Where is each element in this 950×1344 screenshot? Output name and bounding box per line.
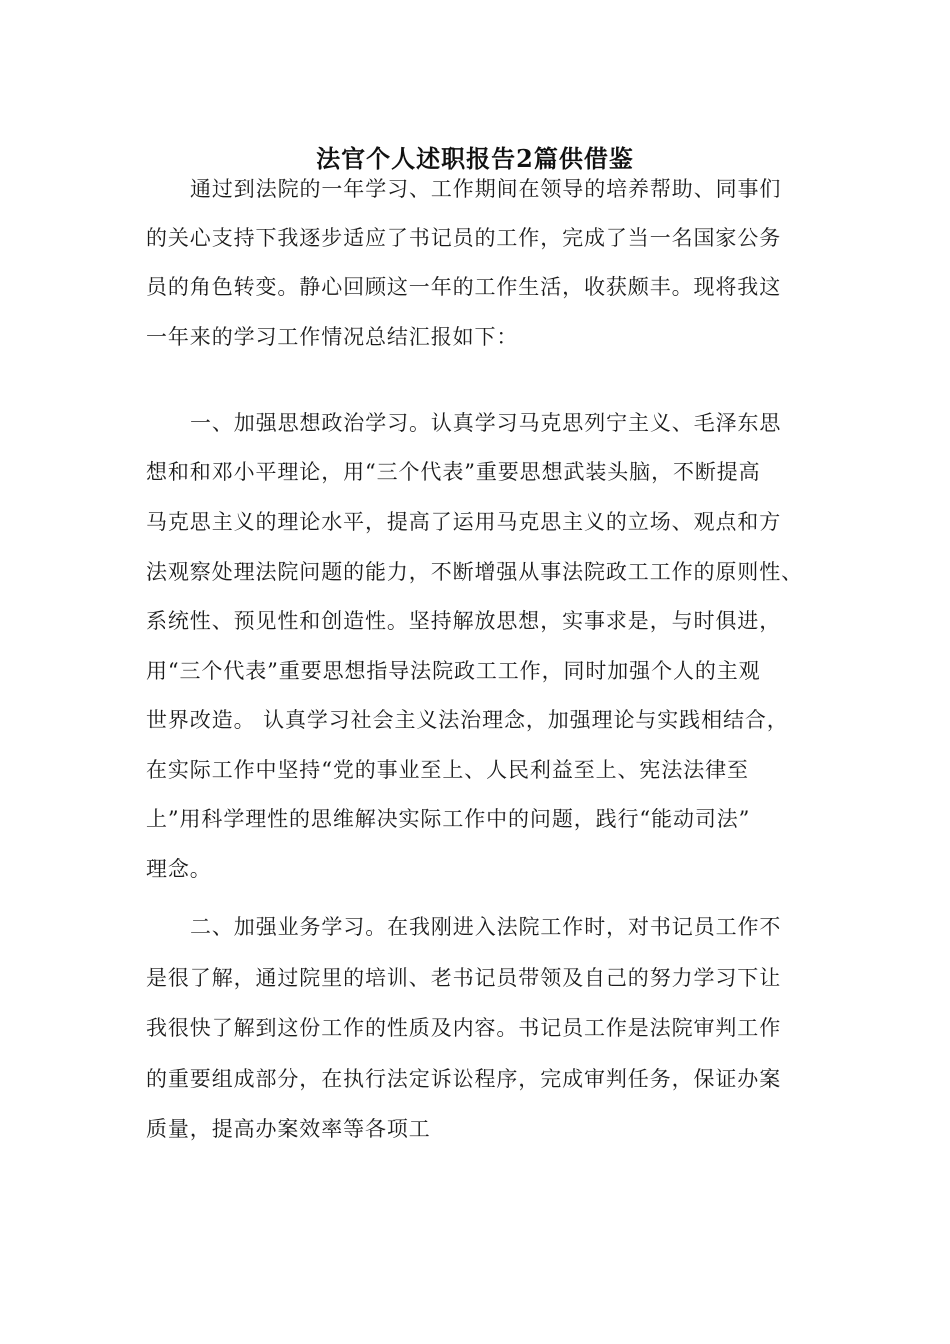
paragraph-line: 世界改造。 认真学习社会主义法治理念，加强理论与实践相结合， (146, 708, 789, 732)
paragraph-line: 通过到法院的一年学习、工作期间在领导的培养帮助、同事们 (190, 177, 782, 201)
paragraph-line: 想和和邓小平理论，用“三个代表”重要思想武装头脑，不断提高 (146, 460, 761, 484)
paragraph-line: 我很快了解到这份工作的性质及内容。书记员工作是法院审判工作 (146, 1016, 782, 1040)
paragraph-line: 法观察处理法院问题的能力，不断增强从事法院政工工作的原则性、 (146, 560, 803, 584)
paragraph-line: 一、加强思想政治学习。认真学习马克思列宁主义、毛泽东思 (190, 411, 782, 435)
paragraph-line: 用“三个代表”重要思想指导法院政工工作，同时加强个人的主观 (146, 659, 761, 683)
paragraph-line: 马克思主义的理论水平，提高了运用马克思主义的立场、观点和方 (146, 510, 782, 534)
paragraph-line: 在实际工作中坚持“党的事业至上、人民利益至上、宪法法律至 (146, 758, 749, 782)
document-title: 法官个人述职报告2篇供借鉴 (316, 144, 634, 173)
paragraph-line: 是很了解，通过院里的培训、老书记员带领及自己的努力学习下让 (146, 966, 782, 990)
paragraph-line: 员的角色转变。静心回顾这一年的工作生活，收获颇丰。现将我这 (146, 275, 782, 299)
paragraph-line: 理念。 (146, 857, 212, 881)
paragraph-line: 二、加强业务学习。在我刚进入法院工作时，对书记员工作不 (190, 915, 782, 939)
paragraph-line: 上”用科学理性的思维解决实际工作中的问题，践行“能动司法” (146, 807, 751, 831)
paragraph-line: 系统性、预见性和创造性。坚持解放思想，实事求是，与时俱进， (146, 609, 782, 633)
paragraph-line: 的关心支持下我逐步适应了书记员的工作，完成了当一名国家公务 (146, 226, 782, 250)
paragraph-line: 质量，提高办案效率等各项工 (146, 1117, 431, 1141)
paragraph-line: 的重要组成部分，在执行法定诉讼程序，完成审判任务，保证办案 (146, 1067, 782, 1091)
paragraph-line: 一年来的学习工作情况总结汇报如下： (146, 325, 519, 349)
